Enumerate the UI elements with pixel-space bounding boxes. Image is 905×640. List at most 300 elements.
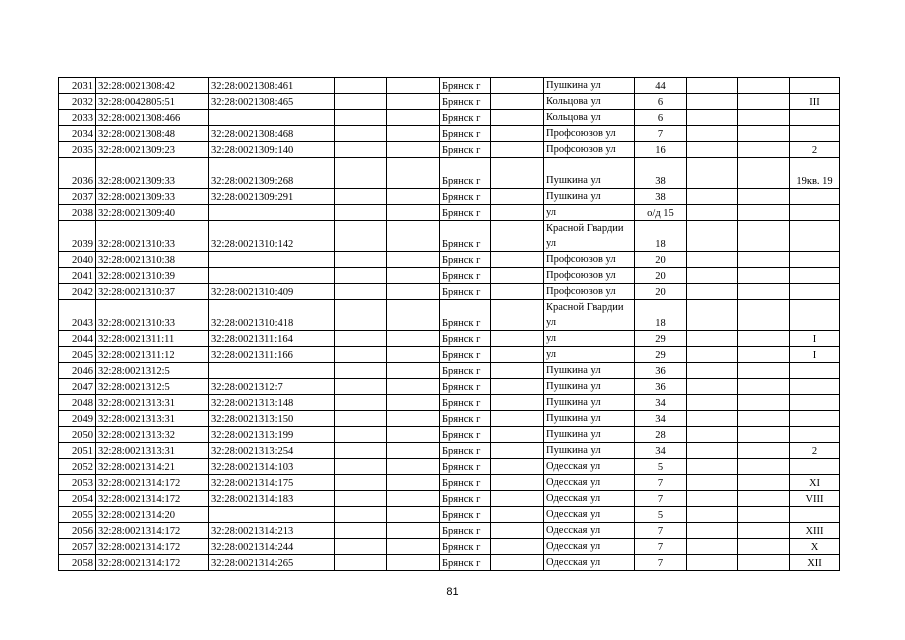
cadastral-number: 32:28:0021313:31 [96,443,209,459]
empty-cell [738,459,790,475]
empty-cell [387,507,440,523]
apartment-cell: XII [790,555,840,571]
street-cell: ул [544,331,635,347]
apartment-cell [790,268,840,284]
empty-cell [687,221,738,252]
cadastral-number-premises: 32:28:0021314:244 [209,539,335,555]
cadastral-number: 32:28:0021312:5 [96,363,209,379]
empty-cell [738,411,790,427]
empty-cell [738,491,790,507]
empty-cell [738,443,790,459]
cadastral-number: 32:28:0021309:23 [96,142,209,158]
empty-cell [687,507,738,523]
apartment-cell: I [790,347,840,363]
register-table [58,77,840,571]
empty-cell [387,205,440,221]
row-number: 2054 [59,491,96,507]
cadastral-number-premises: 32:28:0021311:166 [209,347,335,363]
apartment-cell [790,300,840,331]
empty-cell [738,221,790,252]
empty-cell [738,379,790,395]
empty-cell [738,205,790,221]
empty-cell [335,205,387,221]
empty-cell [387,395,440,411]
city-cell: Брянск г [440,491,491,507]
apartment-cell [790,427,840,443]
row-number: 2051 [59,443,96,459]
empty-cell [335,94,387,110]
city-cell: Брянск г [440,126,491,142]
apartment-cell [790,205,840,221]
street-cell: Одесская ул [544,491,635,507]
street-cell: ул [544,205,635,221]
table-row [59,475,840,491]
house-cell: 16 [635,142,687,158]
apartment-cell [790,395,840,411]
empty-cell [387,379,440,395]
empty-cell [335,268,387,284]
apartment-cell [790,459,840,475]
empty-cell [687,142,738,158]
apartment-cell: 2 [790,142,840,158]
house-cell: 29 [635,347,687,363]
city-cell: Брянск г [440,110,491,126]
cadastral-number-premises [209,205,335,221]
row-number: 2050 [59,427,96,443]
empty-cell [387,78,440,94]
cadastral-number: 32:28:0021310:33 [96,221,209,252]
cadastral-number: 32:28:0021310:39 [96,268,209,284]
row-number: 2047 [59,379,96,395]
row-number: 2048 [59,395,96,411]
empty-cell [335,475,387,491]
cadastral-number-premises: 32:28:0021312:7 [209,379,335,395]
empty-cell [491,205,544,221]
cadastral-number-premises: 32:28:0021314:103 [209,459,335,475]
table-row [59,252,840,268]
table-row [59,459,840,475]
house-cell: 20 [635,268,687,284]
street-cell: Одесская ул [544,555,635,571]
empty-cell [335,459,387,475]
apartment-cell [790,189,840,205]
empty-cell [335,507,387,523]
table-row [59,411,840,427]
cadastral-number: 32:28:0021311:12 [96,347,209,363]
street-cell: Пушкина ул [544,395,635,411]
cadastral-number: 32:28:0021314:172 [96,523,209,539]
city-cell: Брянск г [440,142,491,158]
apartment-cell [790,284,840,300]
apartment-cell: 2 [790,443,840,459]
house-cell: 5 [635,459,687,475]
apartment-cell: XIII [790,523,840,539]
cadastral-number: 32:28:0021314:172 [96,555,209,571]
empty-cell [491,300,544,331]
empty-cell [491,78,544,94]
empty-cell [738,347,790,363]
empty-cell [491,427,544,443]
city-cell: Брянск г [440,459,491,475]
empty-cell [387,347,440,363]
empty-cell [387,126,440,142]
empty-cell [738,189,790,205]
row-number: 2031 [59,78,96,94]
empty-cell [738,331,790,347]
empty-cell [738,475,790,491]
apartment-cell: I [790,331,840,347]
row-number: 2037 [59,189,96,205]
empty-cell [738,78,790,94]
empty-cell [387,427,440,443]
cadastral-number: 32:28:0021310:33 [96,300,209,331]
empty-cell [687,189,738,205]
empty-cell [491,252,544,268]
empty-cell [491,189,544,205]
empty-cell [335,363,387,379]
empty-cell [687,205,738,221]
street-cell: Пушкина ул [544,189,635,205]
house-cell: 34 [635,395,687,411]
apartment-cell [790,126,840,142]
cadastral-number-premises [209,110,335,126]
empty-cell [491,126,544,142]
house-cell: 36 [635,379,687,395]
city-cell: Брянск г [440,427,491,443]
empty-cell [387,268,440,284]
cadastral-number: 32:28:0042805:51 [96,94,209,110]
city-cell: Брянск г [440,252,491,268]
street-cell: Профсоюзов ул [544,142,635,158]
apartment-cell [790,379,840,395]
row-number: 2057 [59,539,96,555]
cadastral-number-premises: 32:28:0021311:164 [209,331,335,347]
empty-cell [738,158,790,189]
empty-cell [687,331,738,347]
row-number: 2046 [59,363,96,379]
row-number: 2039 [59,221,96,252]
row-number: 2045 [59,347,96,363]
row-number: 2049 [59,411,96,427]
empty-cell [491,363,544,379]
city-cell: Брянск г [440,363,491,379]
cadastral-number: 32:28:0021309:33 [96,189,209,205]
cadastral-number: 32:28:0021314:172 [96,491,209,507]
city-cell: Брянск г [440,268,491,284]
empty-cell [687,284,738,300]
empty-cell [687,158,738,189]
table-row [59,523,840,539]
house-cell: 18 [635,300,687,331]
house-cell: 6 [635,110,687,126]
table-row [59,347,840,363]
empty-cell [738,126,790,142]
house-cell: 34 [635,443,687,459]
table-body [59,78,840,571]
row-number: 2056 [59,523,96,539]
empty-cell [738,142,790,158]
cadastral-number: 32:28:0021308:42 [96,78,209,94]
city-cell: Брянск г [440,539,491,555]
page-number: 81 [446,586,459,598]
street-cell: Профсоюзов ул [544,126,635,142]
table-row [59,284,840,300]
empty-cell [387,491,440,507]
empty-cell [687,94,738,110]
street-cell: Профсоюзов ул [544,284,635,300]
apartment-cell: III [790,94,840,110]
empty-cell [491,221,544,252]
street-cell: ул [544,347,635,363]
empty-cell [335,252,387,268]
house-cell: 7 [635,555,687,571]
cadastral-number-premises: 32:28:0021310:409 [209,284,335,300]
apartment-cell: VIII [790,491,840,507]
street-cell: Профсоюзов ул [544,252,635,268]
street-cell: Пушкина ул [544,363,635,379]
table-row [59,205,840,221]
house-cell: о/д 15 [635,205,687,221]
cadastral-number: 32:28:0021312:5 [96,379,209,395]
street-cell: Красной Гвардии ул [544,221,635,252]
city-cell: Брянск г [440,189,491,205]
empty-cell [491,443,544,459]
street-cell: Красной Гвардии ул [544,300,635,331]
house-cell: 20 [635,252,687,268]
empty-cell [335,126,387,142]
empty-cell [387,284,440,300]
empty-cell [387,142,440,158]
cadastral-number: 32:28:0021308:48 [96,126,209,142]
cadastral-number: 32:28:0021314:21 [96,459,209,475]
table-row [59,507,840,523]
city-cell: Брянск г [440,379,491,395]
city-cell: Брянск г [440,221,491,252]
empty-cell [335,158,387,189]
empty-cell [491,347,544,363]
row-number: 2053 [59,475,96,491]
cadastral-number: 32:28:0021310:37 [96,284,209,300]
row-number: 2041 [59,268,96,284]
empty-cell [335,78,387,94]
empty-cell [335,300,387,331]
empty-cell [738,268,790,284]
empty-cell [387,555,440,571]
table-row [59,427,840,443]
cadastral-number-premises [209,507,335,523]
house-cell: 38 [635,189,687,205]
city-cell: Брянск г [440,411,491,427]
empty-cell [687,523,738,539]
cadastral-number-premises: 32:28:0021314:183 [209,491,335,507]
table-row [59,189,840,205]
street-cell: Пушкина ул [544,379,635,395]
cadastral-number-premises: 32:28:0021308:468 [209,126,335,142]
empty-cell [687,379,738,395]
empty-cell [335,189,387,205]
row-number: 2038 [59,205,96,221]
table-row [59,363,840,379]
empty-cell [738,363,790,379]
empty-cell [687,411,738,427]
empty-cell [687,459,738,475]
empty-cell [491,411,544,427]
empty-cell [387,443,440,459]
empty-cell [335,284,387,300]
empty-cell [491,268,544,284]
table-row [59,110,840,126]
apartment-cell [790,110,840,126]
empty-cell [687,252,738,268]
street-cell: Профсоюзов ул [544,268,635,284]
city-cell: Брянск г [440,475,491,491]
row-number: 2055 [59,507,96,523]
empty-cell [687,363,738,379]
empty-cell [687,126,738,142]
empty-cell [335,331,387,347]
empty-cell [738,395,790,411]
empty-cell [491,331,544,347]
empty-cell [335,110,387,126]
cadastral-number: 32:28:0021309:40 [96,205,209,221]
city-cell: Брянск г [440,158,491,189]
table-row [59,142,840,158]
cadastral-number-premises: 32:28:0021313:150 [209,411,335,427]
cadastral-number: 32:28:0021308:466 [96,110,209,126]
empty-cell [335,555,387,571]
empty-cell [387,221,440,252]
empty-cell [687,443,738,459]
cadastral-number-premises: 32:28:0021310:142 [209,221,335,252]
empty-cell [687,491,738,507]
street-cell: Одесская ул [544,539,635,555]
empty-cell [738,94,790,110]
empty-cell [738,252,790,268]
empty-cell [335,523,387,539]
empty-cell [687,539,738,555]
street-cell: Пушкина ул [544,411,635,427]
row-number: 2036 [59,158,96,189]
street-cell: Кольцова ул [544,110,635,126]
empty-cell [335,221,387,252]
street-cell: Кольцова ул [544,94,635,110]
cadastral-number: 32:28:0021313:32 [96,427,209,443]
house-cell: 7 [635,126,687,142]
cadastral-number-premises: 32:28:0021314:265 [209,555,335,571]
row-number: 2043 [59,300,96,331]
empty-cell [491,158,544,189]
house-cell: 34 [635,411,687,427]
empty-cell [491,539,544,555]
row-number: 2042 [59,284,96,300]
house-cell: 28 [635,427,687,443]
table-row [59,539,840,555]
table-row [59,78,840,94]
cadastral-number: 32:28:0021314:20 [96,507,209,523]
apartment-cell: 19кв. 19 [790,158,840,189]
empty-cell [335,347,387,363]
empty-cell [335,539,387,555]
row-number: 2032 [59,94,96,110]
cadastral-number-premises: 32:28:0021308:465 [209,94,335,110]
cadastral-number-premises: 32:28:0021313:254 [209,443,335,459]
city-cell: Брянск г [440,347,491,363]
city-cell: Брянск г [440,78,491,94]
apartment-cell [790,411,840,427]
house-cell: 38 [635,158,687,189]
empty-cell [387,158,440,189]
empty-cell [738,555,790,571]
table-row [59,158,840,189]
street-cell: Одесская ул [544,459,635,475]
empty-cell [491,142,544,158]
house-cell: 7 [635,475,687,491]
city-cell: Брянск г [440,205,491,221]
street-cell: Одесская ул [544,523,635,539]
empty-cell [387,110,440,126]
empty-cell [335,427,387,443]
table-row [59,395,840,411]
empty-cell [491,284,544,300]
cadastral-number-premises: 32:28:0021314:175 [209,475,335,491]
empty-cell [387,189,440,205]
empty-cell [491,110,544,126]
empty-cell [335,411,387,427]
house-cell: 36 [635,363,687,379]
city-cell: Брянск г [440,395,491,411]
house-cell: 18 [635,221,687,252]
street-cell: Пушкина ул [544,443,635,459]
cadastral-number-premises: 32:28:0021310:418 [209,300,335,331]
empty-cell [687,110,738,126]
empty-cell [738,507,790,523]
empty-cell [491,379,544,395]
table-row [59,379,840,395]
empty-cell [687,555,738,571]
cadastral-number-premises [209,252,335,268]
apartment-cell [790,221,840,252]
empty-cell [387,363,440,379]
cadastral-number-premises: 32:28:0021309:291 [209,189,335,205]
empty-cell [491,555,544,571]
table-row [59,331,840,347]
city-cell: Брянск г [440,284,491,300]
empty-cell [387,459,440,475]
house-cell: 6 [635,94,687,110]
empty-cell [687,268,738,284]
empty-cell [335,379,387,395]
row-number: 2033 [59,110,96,126]
cadastral-number-premises: 32:28:0021309:140 [209,142,335,158]
cadastral-number-premises: 32:28:0021313:199 [209,427,335,443]
cadastral-number: 32:28:0021313:31 [96,411,209,427]
empty-cell [387,411,440,427]
house-cell: 7 [635,523,687,539]
empty-cell [387,539,440,555]
empty-cell [687,78,738,94]
house-cell: 7 [635,539,687,555]
empty-cell [491,475,544,491]
empty-cell [687,300,738,331]
table-row [59,126,840,142]
cadastral-number: 32:28:0021314:172 [96,475,209,491]
house-cell: 20 [635,284,687,300]
house-cell: 29 [635,331,687,347]
apartment-cell [790,507,840,523]
empty-cell [491,491,544,507]
cadastral-number-premises [209,363,335,379]
table-row [59,300,840,331]
